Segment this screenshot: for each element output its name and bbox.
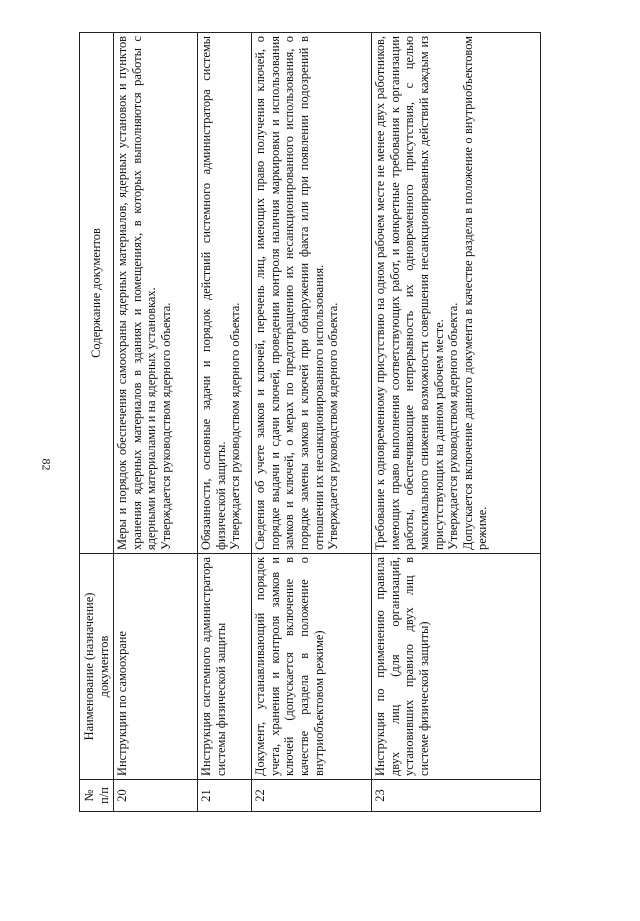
rotated-table-container bbox=[79, 32, 541, 812]
row-number: 23 bbox=[372, 780, 541, 812]
header-number: № п/п bbox=[80, 780, 114, 812]
row-number: 22 bbox=[252, 780, 372, 812]
row-approval: Утверждается руководством ядерного объекта. bbox=[326, 302, 341, 550]
row-name: Документ, устанавливающий порядок учета, хранения и контроля замков и ключей (допускается включение в качестве раздела в положение о внутриобъектовом режиме) bbox=[252, 554, 372, 780]
table-header-row bbox=[80, 33, 114, 812]
row-content bbox=[372, 33, 541, 554]
row-name: Инструкция по применению правила двух лиц (для организаций, установивших правило двух лиц в системе физической защиты) bbox=[372, 554, 541, 780]
row-number: 20 bbox=[114, 780, 198, 812]
table-row bbox=[372, 33, 541, 812]
row-content-text: Обязанности, основные задачи и порядок действий системного администратора системы физической защиты. bbox=[199, 36, 228, 550]
row-content-text: Меры и порядок обеспечения самоохраны ядерных материалов, ядерных установок и пунктов хранения ядерных материалов в зданиях и помещениях, в которых выполняются работы с ядерными материалами и на ядерных установках. bbox=[115, 36, 159, 550]
header-content: Содержание документов bbox=[80, 33, 114, 554]
row-content-text: Сведения об учете замков и ключей, перечень лиц, имеющих право получения ключей, о порядке выдачи и сдачи ключей, проведении контроля наличия маркировки и использования замков и ключей, о мерах по предотвращению их несанкционированного использования, о порядке замены замков и ключей при обнаружении факта или при появлении подозрений в отношении их несанкционированного использования. bbox=[253, 36, 326, 550]
row-approval: Утверждается руководством ядерного объекта. bbox=[158, 302, 173, 550]
row-number: 21 bbox=[198, 780, 252, 812]
row-content-text: Требование к одновременному присутствию на одном рабочем месте не менее двух работников, имеющих право выполнения соответствующих работ, и конкретные требования к организации работы, обеспечивающие непрерывность их одновременного присутствия, с целью максимального снижения возможности совершения несанкционированных действий каждым из присутствующих на данном рабочем месте. bbox=[373, 36, 446, 550]
row-name: Инструкции по самоохране bbox=[114, 554, 198, 780]
row-approval: Утверждается руководством ядерного объекта. bbox=[446, 302, 461, 550]
row-content bbox=[198, 33, 252, 554]
page-number: 82 bbox=[39, 458, 54, 471]
table-row bbox=[114, 33, 198, 812]
row-note: Допускается включение данного документа в качестве раздела в положение о внутриобъектовом режиме. bbox=[460, 36, 490, 550]
header-name: Наименование (назначение) документов bbox=[80, 554, 114, 780]
row-content bbox=[114, 33, 198, 554]
row-content bbox=[252, 33, 372, 554]
table-row bbox=[252, 33, 372, 812]
row-approval: Утверждается руководством ядерного объекта. bbox=[228, 302, 243, 550]
documents-table bbox=[79, 32, 541, 812]
table-row bbox=[198, 33, 252, 812]
row-name: Инструкция системного администратора системы физической защиты bbox=[198, 554, 252, 780]
